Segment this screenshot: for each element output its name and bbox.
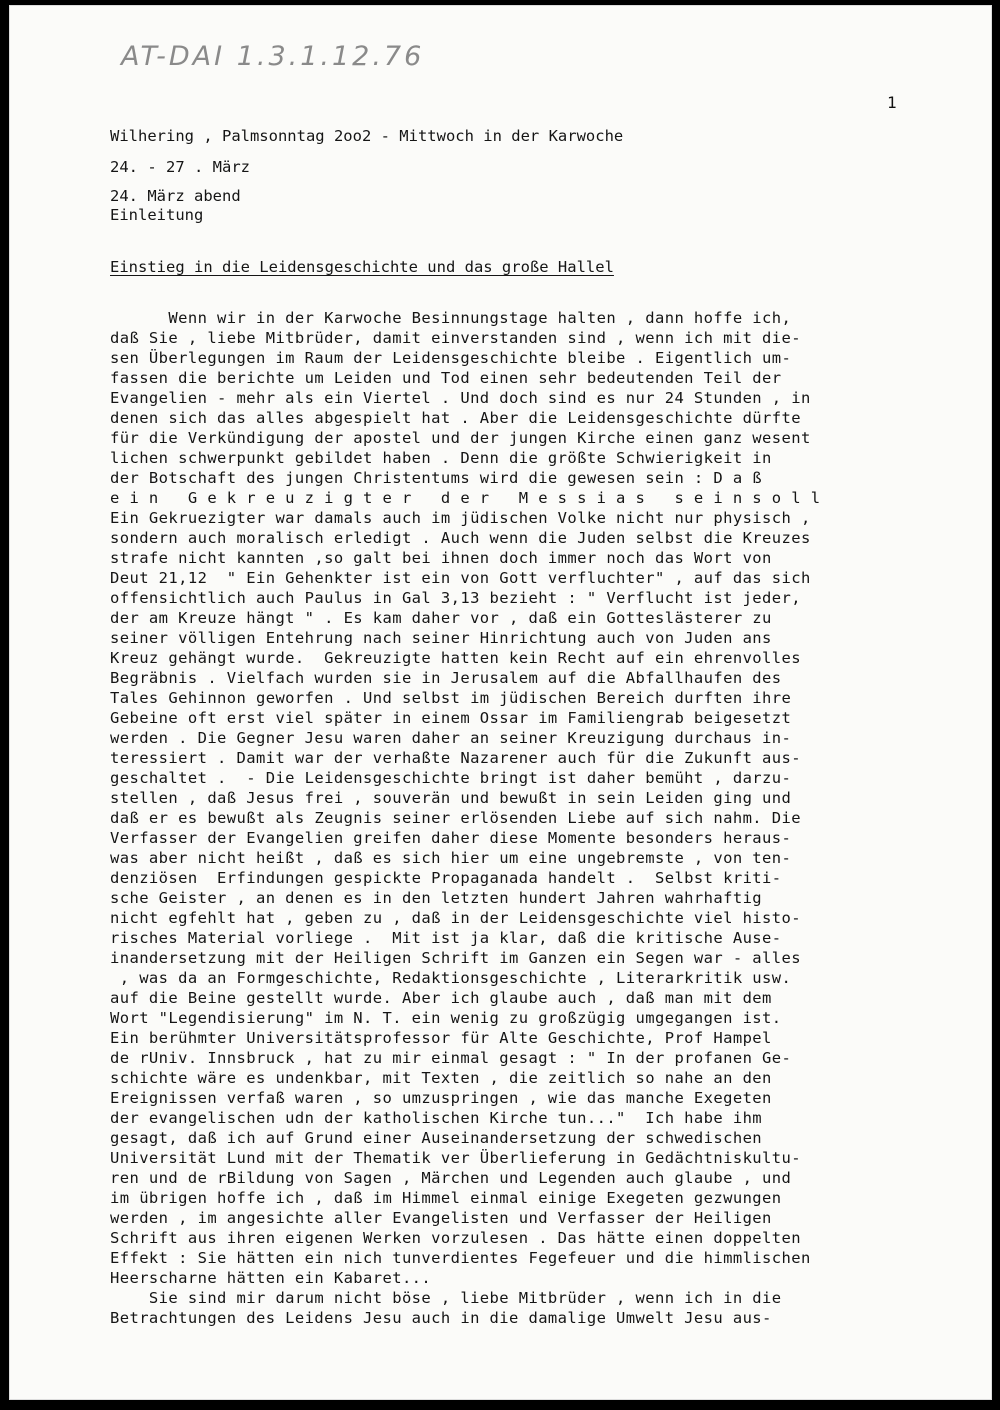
body-line: sondern auch moralisch erledigt . Auch wenn die Juden selbst die Kreuzes — [110, 529, 811, 547]
body-line: Begräbnis . Vielfach wurden sie in Jerusalem auf die Abfallhaufen des — [110, 669, 782, 687]
body-text — [110, 308, 972, 1328]
body-line: geschaltet . - Die Leidensgeschichte bringt ist daher bemüht , darzu- — [110, 769, 792, 787]
body-line: inandersetzung mit der Heiligen Schrift im Ganzen ein Segen war - alles — [110, 949, 801, 967]
body-line: was aber nicht heißt , daß es sich hier um eine ungebremste , von ten- — [110, 849, 792, 867]
header-dates: 24. - 27 . März — [110, 158, 250, 176]
header-evening: 24. März abend — [110, 187, 241, 205]
body-line: für die Verkündigung der apostel und der jungen Kirche einen ganz wesent — [110, 429, 811, 447]
body-line: fassen die berichte um Leiden und Tod einen sehr bedeutenden Teil der — [110, 369, 782, 387]
body-line: Deut 21,12 " Ein Gehenkter ist ein von Gott verfluchter" , auf das sich — [110, 569, 811, 587]
header-place-date: Wilhering , Palmsonntag 2oo2 - Mittwoch in der Karwoche — [110, 127, 624, 145]
body-line: auf die Beine gestellt wurde. Aber ich glaube auch , daß man mit dem — [110, 989, 772, 1007]
body-line: ren und de rBildung von Sagen , Märchen und Legenden auch glaube , und — [110, 1169, 792, 1187]
body-line: der evangelischen udn der katholischen Kirche tun..." Ich habe ihm — [110, 1109, 763, 1127]
section-label: Einleitung — [110, 206, 204, 224]
body-line: denen sich das alles abgespielt hat . Aber die Leidensgeschichte dürfte — [110, 409, 801, 427]
body-line: Ein berühmter Universitätsprofessor für Alte Geschichte, Prof Hampel — [110, 1029, 772, 1047]
body-line: schichte wäre es undenkbar, mit Texten , die zeitlich so nahe an den — [110, 1069, 772, 1087]
body-line: Ein Gekruezigter war damals auch im jüdischen Volke nicht nur physisch , — [110, 509, 811, 527]
page-number: 1 — [887, 93, 897, 112]
body-line: denziösen Erfindungen gespickte Propaganada handelt . Selbst kriti- — [110, 869, 782, 887]
body-line: Schrift aus ihren eigenen Werken vorzulesen . Das hätte einen doppelten — [110, 1229, 801, 1247]
body-line: Tales Gehinnon geworfen . Und selbst im jüdischen Bereich durften ihre — [110, 689, 792, 707]
archive-signature: AT-DAI 1.3.1.12.76 — [121, 41, 425, 72]
body-line: strafe nicht kannten ,so galt bei ihnen doch immer noch das Wort von — [110, 549, 772, 567]
body-line: risches Material vorliege . Mit ist ja klar, daß die kritische Ause- — [110, 929, 782, 947]
body-line: Heerscharne hätten ein Kabaret... — [110, 1269, 432, 1287]
body-line: lichen schwerpunkt gebildet haben . Denn die größte Schwierigkeit in — [110, 449, 772, 467]
body-line: Betrachtungen des Leidens Jesu auch in die damalige Umwelt Jesu aus- — [110, 1309, 772, 1327]
body-line: stellen , daß Jesus frei , souverän und bewußt in sein Leiden ging und — [110, 789, 792, 807]
body-line: de rUniv. Innsbruck , hat zu mir einmal gesagt : " In der profanen Ge- — [110, 1049, 792, 1067]
body-line: Wort "Legendisierung" im N. T. ein wenig zu großzügig umgegangen ist. — [110, 1009, 782, 1027]
body-line: werden . Die Gegner Jesu waren daher an seiner Kreuzigung durchaus in- — [110, 729, 792, 747]
body-line: Universität Lund mit der Thematik ver Überlieferung in Gedächtniskultu- — [110, 1149, 801, 1167]
body-line: der Botschaft des jungen Christentums wird die gewesen sein : D a ß — [110, 469, 763, 487]
body-line: Verfasser der Evangelien greifen daher diese Momente besonders heraus- — [110, 829, 792, 847]
body-line: Kreuz gehängt wurde. Gekreuzigte hatten kein Recht auf ein ehrenvolles — [110, 649, 801, 667]
body-line: seiner völligen Entehrung nach seiner Hinrichtung auch von Juden ans — [110, 629, 772, 647]
body-line: teressiert . Damit war der verhaßte Nazarener auch für die Zukunft aus- — [110, 749, 801, 767]
body-line: sen Überlegungen im Raum der Leidensgeschichte bleibe . Eigentlich um- — [110, 349, 792, 367]
body-line: e i n G e k r e u z i g t e r d e r M e s s i a s s e i n s o l l — [110, 489, 821, 507]
body-line: Evangelien - mehr als ein Viertel . Und doch sind es nur 24 Stunden , in — [110, 389, 811, 407]
body-line: Wenn wir in der Karwoche Besinnungstage halten , dann hoffe ich, — [110, 309, 792, 327]
body-line: im übrigen hoffe ich , daß im Himmel einmal einige Exegeten gezwungen — [110, 1189, 782, 1207]
body-line: Effekt : Sie hätten ein nich tunverdientes Fegefeuer und die himmlischen — [110, 1249, 811, 1267]
body-line: , was da an Formgeschichte, Redaktionsgeschichte , Literarkritik usw. — [110, 969, 792, 987]
body-line: Ereignissen verfaß waren , so umzuspringen , wie das manche Exegeten — [110, 1089, 772, 1107]
body-line: gesagt, daß ich auf Grund einer Auseinandersetzung der schwedischen — [110, 1129, 763, 1147]
body-line: nicht egfehlt hat , geben zu , daß in der Leidensgeschichte viel histo- — [110, 909, 801, 927]
body-line: werden , im angesichte aller Evangelisten und Verfasser der Heiligen — [110, 1209, 772, 1227]
body-line: daß er es bewußt als Zeugnis seiner erlösenden Liebe auf sich nahm. Die — [110, 809, 801, 827]
document-title: Einstieg in die Leidensgeschichte und das große Hallel — [110, 258, 614, 276]
body-line: offensichtlich auch Paulus in Gal 3,13 bezieht : " Verflucht ist jeder, — [110, 589, 801, 607]
body-line: daß Sie , liebe Mitbrüder, damit einverstanden sind , wenn ich mit die- — [110, 329, 801, 347]
body-line: der am Kreuze hängt " . Es kam daher vor , daß ein Gotteslästerer zu — [110, 609, 772, 627]
body-line: sche Geister , an denen es in den letzten hundert Jahren wahrhaftig — [110, 889, 763, 907]
body-line: Gebeine oft erst viel später in einem Ossar im Familiengrab beigesetzt — [110, 709, 792, 727]
body-line: Sie sind mir darum nicht böse , liebe Mitbrüder , wenn ich in die — [110, 1289, 782, 1307]
